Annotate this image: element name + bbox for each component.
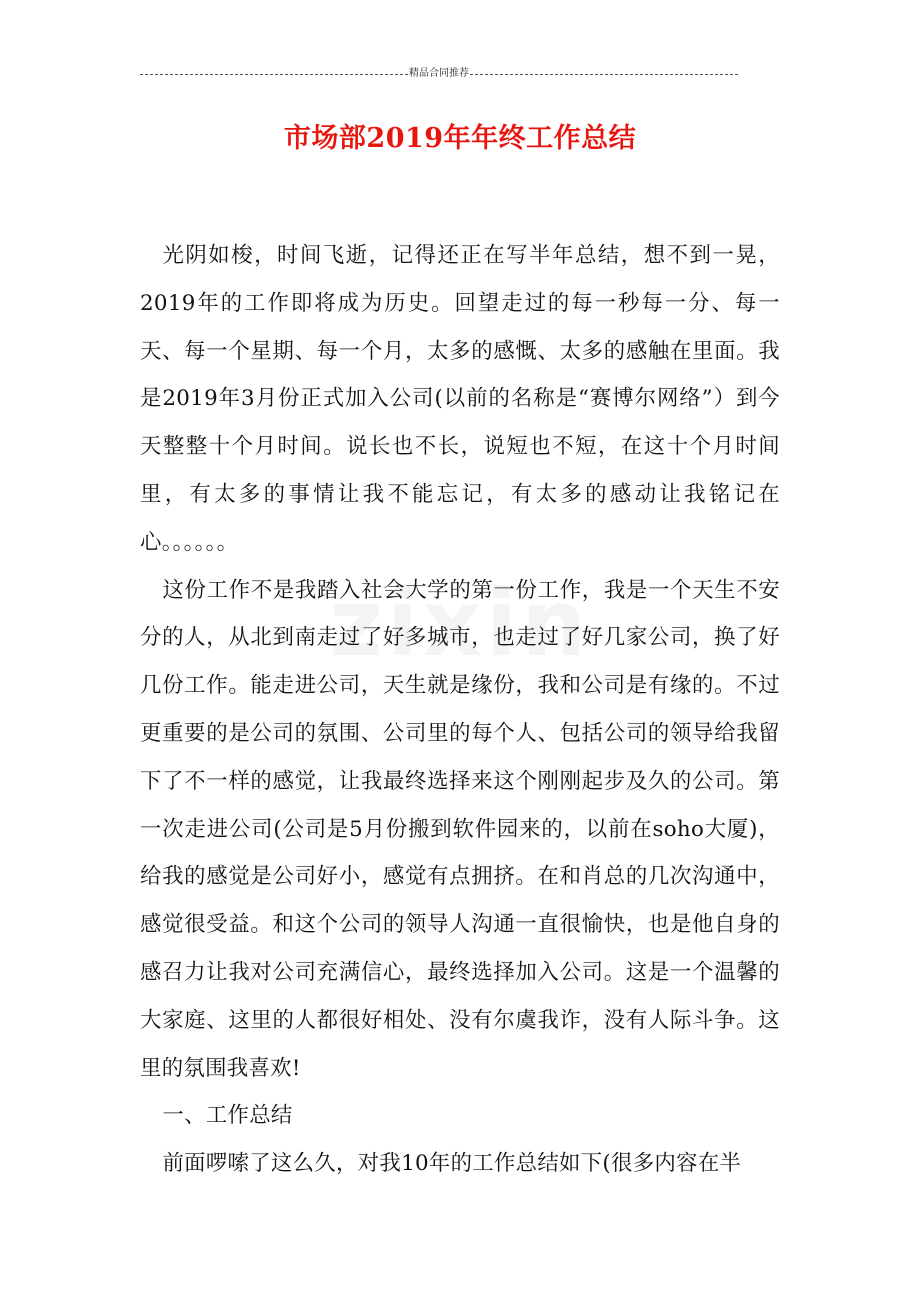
header-dashed-line-left [140,74,408,75]
body-paragraph-1: 光阴如梭，时间飞逝，记得还正在写半年总结，想不到一晃，2019年的工作即将成为历史。回望走过的每一秒每一分、每一天、每一个星期、每一个月，太多的感慨、太多的感触在里面。我是2019年3月份正式加入公司(以前的名称是“赛博尔网络”）到今天整整十个月时间。说长也不长，说短也不短，在这十个月时间里，有太多的事情让我不能忘记，有太多的感动让我铭记在心。。。。。。 [140,243,780,555]
header-dashed-line-right [470,74,738,75]
document-title: 市场部2019年年终工作总结 [283,123,637,154]
page-header-rule [140,66,738,82]
body-paragraph-2: 这份工作不是我踏入社会大学的第一份工作，我是一个天生不安分的人，从北到南走过了好多城市，也走过了好几家公司，换了好几份工作。能走进公司，天生就是缘份，我和公司是有缘的。不过更重要的是公司的氛围、公司里的每个人、包括公司的领导给我留下了不一样的感觉，让我最终选择来这个刚刚起步及久的公司。第一次走进公司(公司是5月份搬到软件园来的，以前在soho大厦)，给我的感觉是公司好小，感觉有点拥挤。在和肖总的几次沟通中，感觉很受益。和这个公司的领导人沟通一直很愉快，也是他自身的感召力让我对公司充满信心，最终选择加入公司。这是一个温馨的大家庭、这里的人都很好相处、没有尔虞我诈，没有人际斗争。这里的氛围我喜欢! [140,577,780,1081]
header-label: 精品合同推荐 [409,68,469,79]
body-paragraph-3: 前面啰嗦了这么久，对我10年的工作总结如下(很多内容在半 [162,1151,742,1177]
document-body [140,232,780,1188]
section-heading: 一、工作总结 [162,1103,293,1129]
